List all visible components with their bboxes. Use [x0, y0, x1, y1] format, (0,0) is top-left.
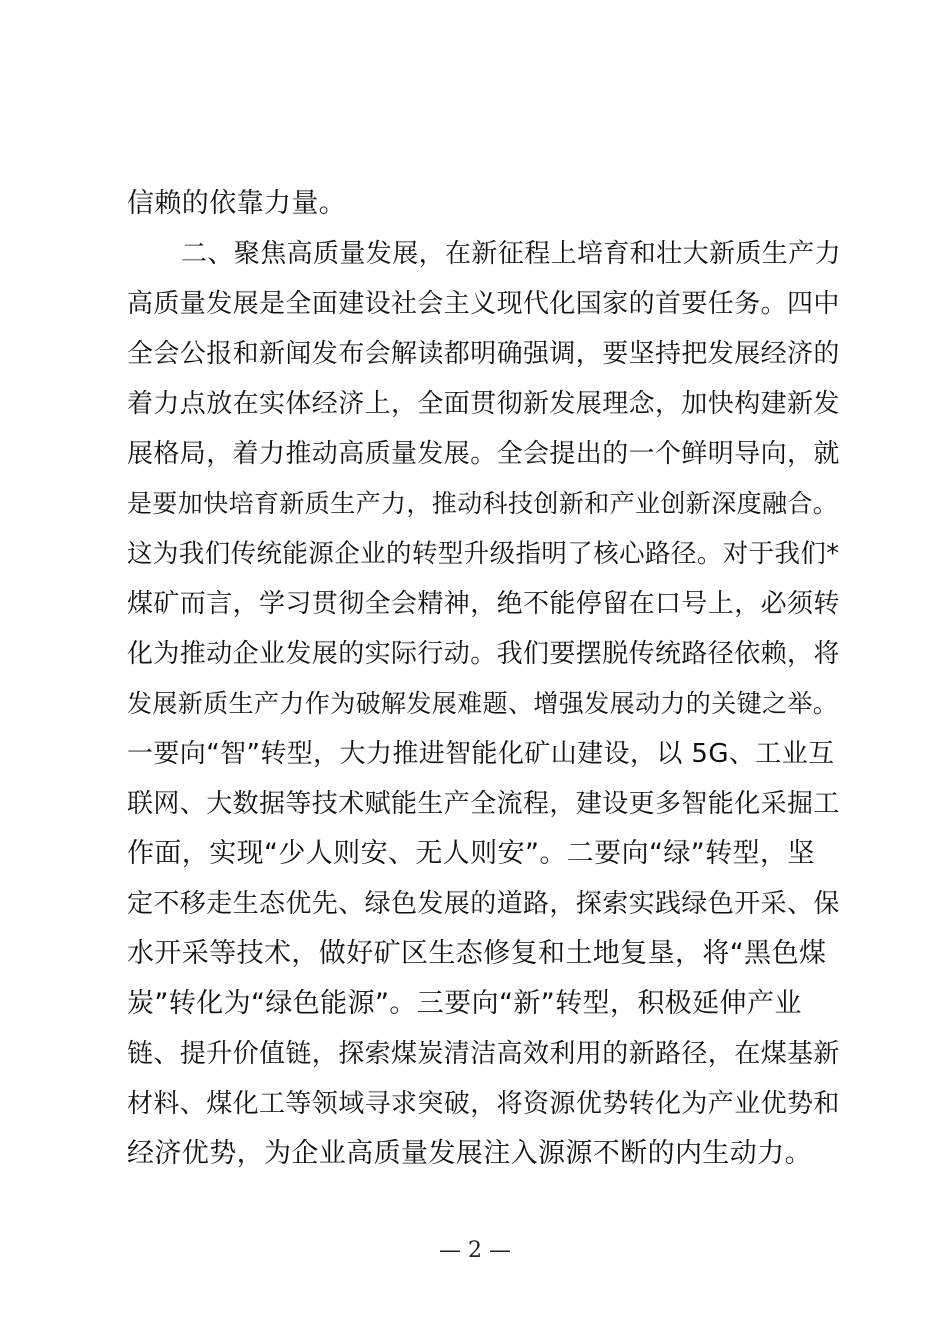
paragraph-line: 信赖的依靠力量。: [127, 188, 347, 219]
paragraph-line: 这为我们传统能源企业的转型升级指明了核心路径。对于我们*: [127, 539, 840, 569]
paragraph-line: 链、提升价值链，探索煤炭清洁高效利用的新路径，在煤基新: [127, 1039, 840, 1069]
paragraph-line: 高质量发展是全面建设社会主义现代化国家的首要任务。四中: [127, 289, 840, 319]
paragraph-line: 材料、煤化工等领域寻求突破，将资源优势转化为产业优势和: [127, 1089, 840, 1119]
paragraph-line: 作面，实现“少人则安、无人则安”。二要向“绿”转型，坚: [127, 838, 815, 869]
paragraph-line: 联网、大数据等技术赋能生产全流程，建设更多智能化采掘工: [127, 789, 840, 819]
section-heading: 二、聚焦高质量发展，在新征程上培育和壮大新质生产力: [181, 239, 842, 269]
paragraph-line: 定不移走生态优先、绿色发展的道路，探索实践绿色开采、保: [127, 889, 840, 919]
paragraph-line: 经济优势，为企业高质量发展注入源源不断的内生动力。: [127, 1138, 812, 1169]
paragraph-line: 是要加快培育新质生产力，推动科技创新和产业创新深度融合。: [127, 489, 839, 518]
paragraph-line: 着力点放在实体经济上，全面贯彻新发展理念，加快构建新发: [127, 389, 840, 419]
paragraph-line: 化为推动企业发展的实际行动。我们要摆脱传统路径依赖，将: [127, 639, 840, 669]
paragraph-line: 一要向“智”转型，大力推进智能化矿山建设，以 5G、工业互: [127, 739, 835, 769]
paragraph-line: 发展新质生产力作为破解发展难题、增强发展动力的关键之举。: [127, 689, 839, 718]
page-number: — 2 —: [439, 1238, 511, 1263]
paragraph-line: 全会公报和新闻发布会解读都明确强调，要坚持把发展经济的: [127, 339, 840, 369]
paragraph-line: 煤矿而言，学习贯彻全会精神，绝不能停留在口号上，必须转: [127, 589, 840, 619]
paragraph-line: 展格局，着力推动高质量发展。全会提出的一个鲜明导向，就: [127, 439, 840, 469]
paragraph-line: 炭”转化为“绿色能源”。三要向“新”转型，积极延伸产业: [127, 988, 802, 1019]
paragraph-line: 水开采等技术，做好矿区生态修复和土地复垦，将“黑色煤: [127, 938, 827, 969]
